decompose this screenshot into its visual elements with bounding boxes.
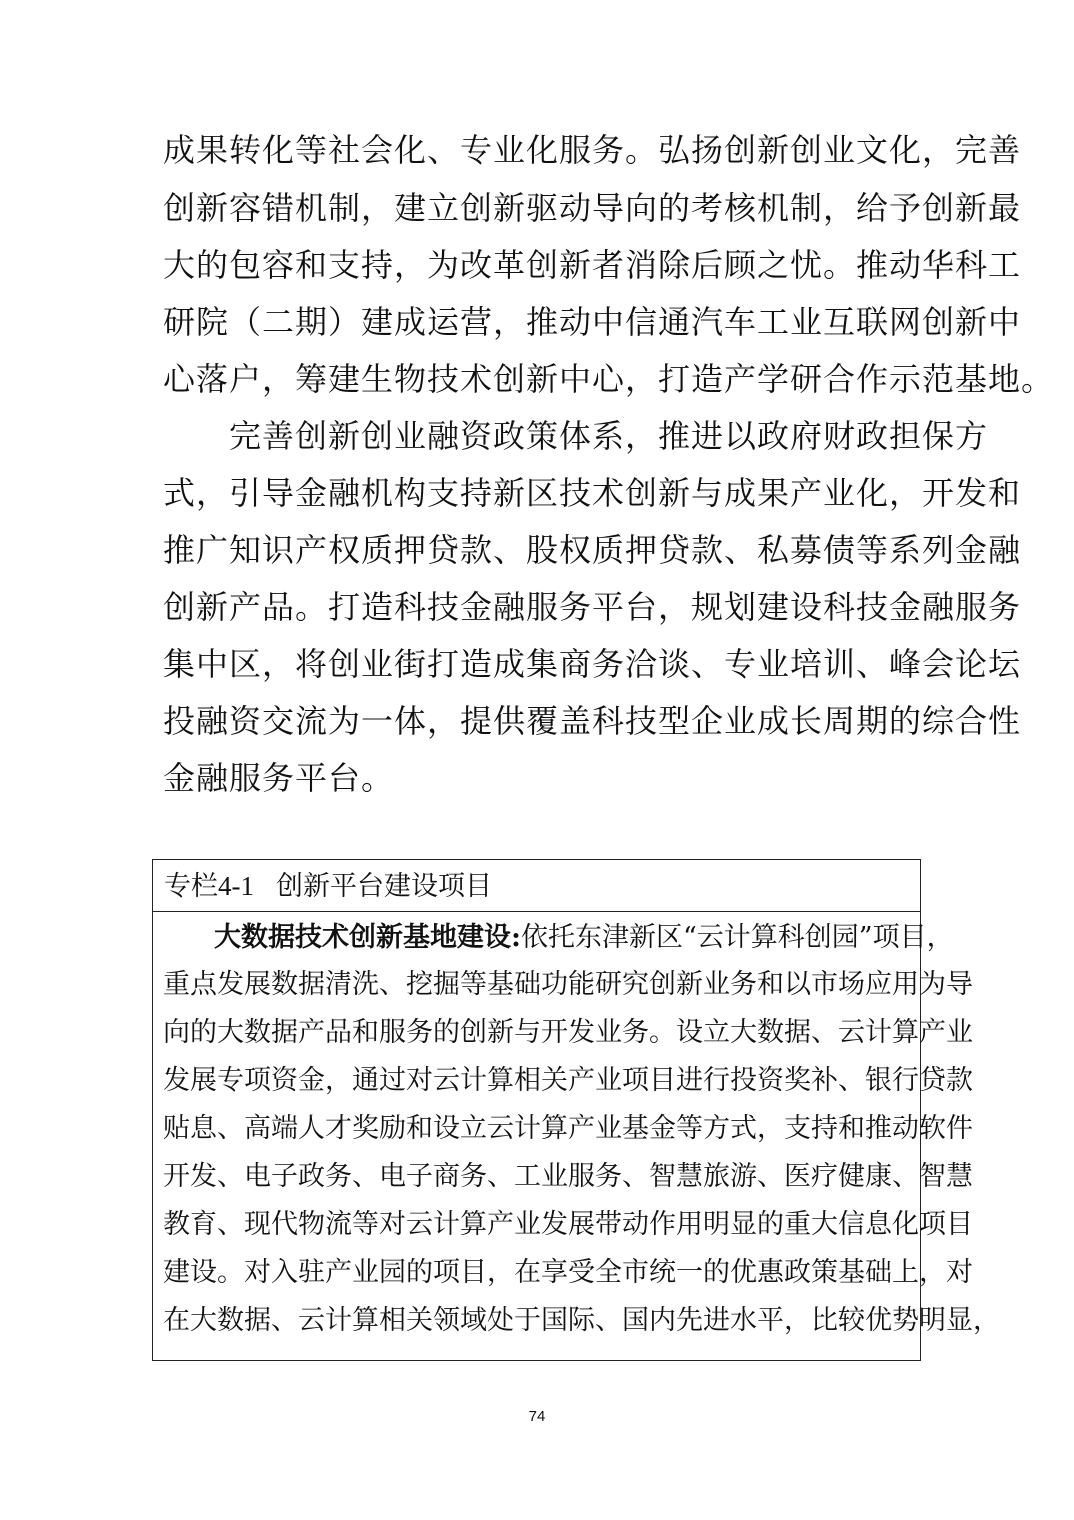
body-line: 式，引导金融机构支持新区技术创新与成果产业化，开发和 (163, 474, 1022, 512)
column-line: 发展专项资金，通过对云计算相关产业项目进行投资奖补、银行贷款 (163, 1065, 973, 1096)
column-line: 建设。对入驻产业园的项目，在享受全市统一的优惠政策基础上，对 (163, 1257, 973, 1288)
column-lead-bold: 大数据技术创新基地建设: (214, 922, 521, 953)
body-line: 集中区，将创业街打造成集商务洽谈、专业培训、峰会论坛 (163, 645, 1022, 683)
body-line: 成果转化等社会化、专业化服务。弘扬创新创业文化，完善 (163, 131, 1022, 169)
column-number: 4-1 (218, 871, 254, 901)
column-line: 向的大数据产品和服务的创新与开发业务。设立大数据、云计算产业 (163, 1017, 973, 1048)
column-line: 在大数据、云计算相关领域处于国际、国内先进水平，比较优势明显， (163, 1305, 1000, 1336)
column-title-text: 创新平台建设项目 (276, 871, 492, 902)
column-prefix: 专栏 (164, 871, 218, 902)
body-line: 创新容错机制，建立创新驱动导向的考核机制，给予创新最 (163, 189, 1022, 227)
body-line: 研院（二期）建成运营，推动中信通汽车工业互联网创新中 (163, 303, 1022, 341)
body-line: 大的包容和支持，为改革创新者消除后顾之忧。推动华科工 (163, 246, 1022, 284)
column-line: 重点发展数据清洗、挖掘等基础功能研究创新业务和以市场应用为导 (163, 969, 973, 1000)
body-line: 金融服务平台。 (163, 759, 395, 797)
body-line: 完善创新创业融资政策体系，推进以政府财政担保方 (163, 417, 989, 455)
column-lead-line (214, 920, 954, 956)
column-box-title (164, 868, 492, 905)
body-line: 创新产品。打造科技金融服务平台，规划建设科技金融服务 (163, 588, 1022, 626)
body-line: 投融资交流为一体，提供覆盖科技型企业成长周期的综合性 (163, 702, 1022, 740)
body-line: 推广知识产权质押贷款、股权质押贷款、私募债等系列金融 (163, 531, 1022, 569)
column-line: 教育、现代物流等对云计算产业发展带动作用明显的重大信息化项目 (163, 1209, 973, 1240)
column-lead-rest: 依托东津新区“云计算科创园”项目， (520, 922, 954, 953)
column-line: 贴息、高端人才奖励和设立云计算产业基金等方式，支持和推动软件 (163, 1113, 973, 1144)
page-number: 74 (528, 1408, 546, 1425)
column-line: 开发、电子政务、电子商务、工业服务、智慧旅游、医疗健康、智慧 (163, 1161, 973, 1192)
column-box-header (153, 860, 920, 912)
body-line: 心落户，筹建生物技术创新中心，打造产学研合作示范基地。 (163, 360, 1055, 398)
